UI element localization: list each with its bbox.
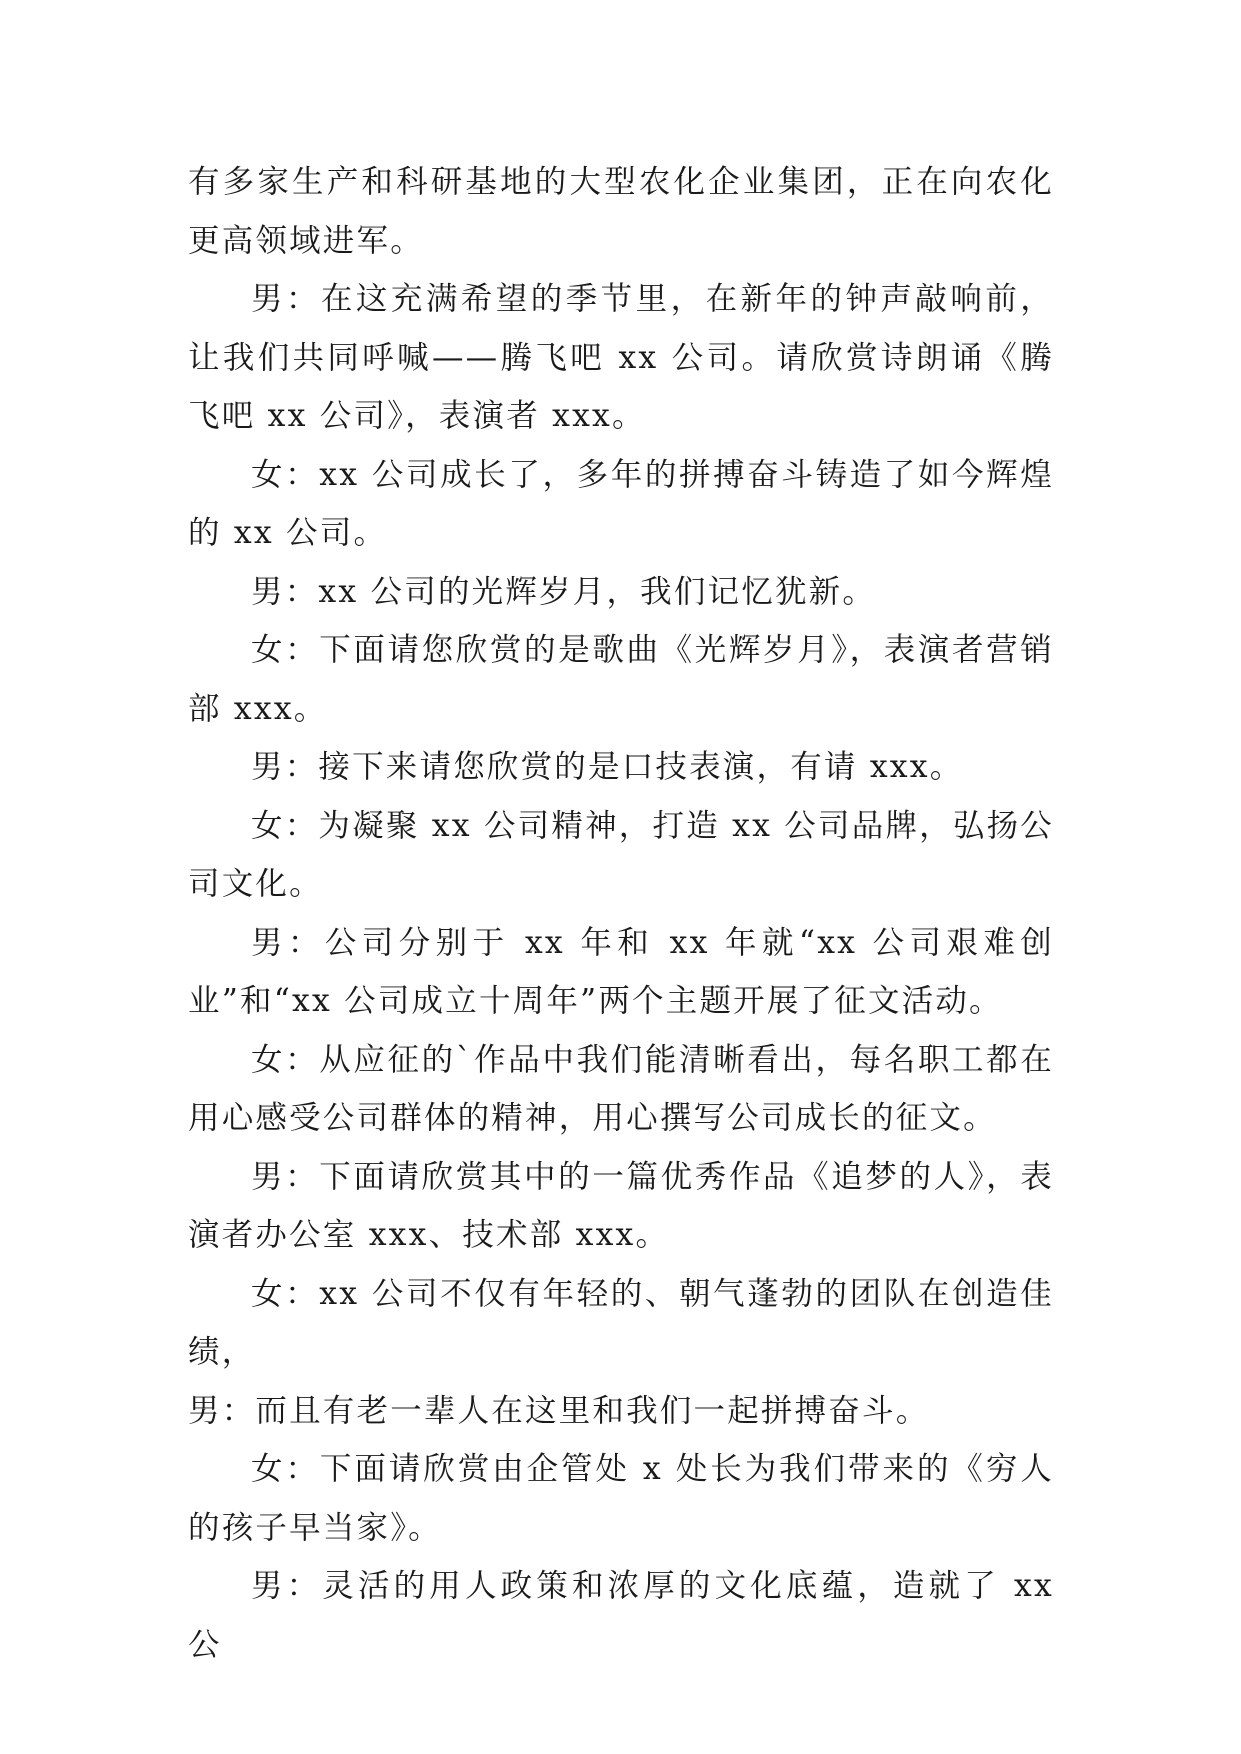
paragraph: 有多家生产和科研基地的大型农化企业集团，正在向农化更高领域进军。 — [188, 164, 1054, 259]
paragraph: 女：xx 公司成长了，多年的拼搏奋斗铸造了如今辉煌的 xx 公司。 — [188, 456, 1054, 551]
paragraph: 女：从应征的`作品中我们能清晰看出，每名职工都在用心感受公司群体的精神，用心撰写公司成长的征文。 — [188, 1041, 1054, 1136]
paragraph: 女：下面请您欣赏的是歌曲《光辉岁月》，表演者营销部 xxx。 — [188, 632, 1054, 727]
paragraph: 男：xx 公司的光辉岁月，我们记忆犹新。 — [251, 573, 877, 610]
paragraph: 男：接下来请您欣赏的是口技表演，有请 xxx。 — [251, 749, 964, 785]
paragraph: 女：为凝聚 xx 公司精神，打造 xx 公司品牌，弘扬公司文化。 — [188, 807, 1054, 902]
paragraph: 男：公司分别于 xx 年和 xx 年就“xx 公司艰难创业”和“xx 公司成立十周年”两个主题开展了征文活动。 — [188, 924, 1055, 1019]
paragraph: 男：灵活的用人政策和浓厚的文化底蕴，造就了 xx 公 — [188, 1568, 1054, 1663]
paragraph: 男：而且有老一辈人在这里和我们一起拼搏奋斗。 — [188, 1392, 930, 1429]
paragraph: 女：xx 公司不仅有年轻的、朝气蓬勃的团队在创造佳绩， — [188, 1275, 1054, 1370]
paragraph: 女：下面请欣赏由企管处 x 处长为我们带来的《穷人的孩子早当家》。 — [188, 1451, 1054, 1546]
document-body — [188, 153, 1054, 1674]
paragraph: 男：在这充满希望的季节里，在新年的钟声敲响前，让我们共同呼喊——腾飞吧 xx 公司。请欣赏诗朗诵《腾飞吧 xx 公司》，表演者 xxx。 — [188, 281, 1054, 434]
paragraph: 男：下面请欣赏其中的一篇优秀作品《追梦的人》，表演者办公室 xxx、技术部 xxx。 — [188, 1158, 1054, 1253]
